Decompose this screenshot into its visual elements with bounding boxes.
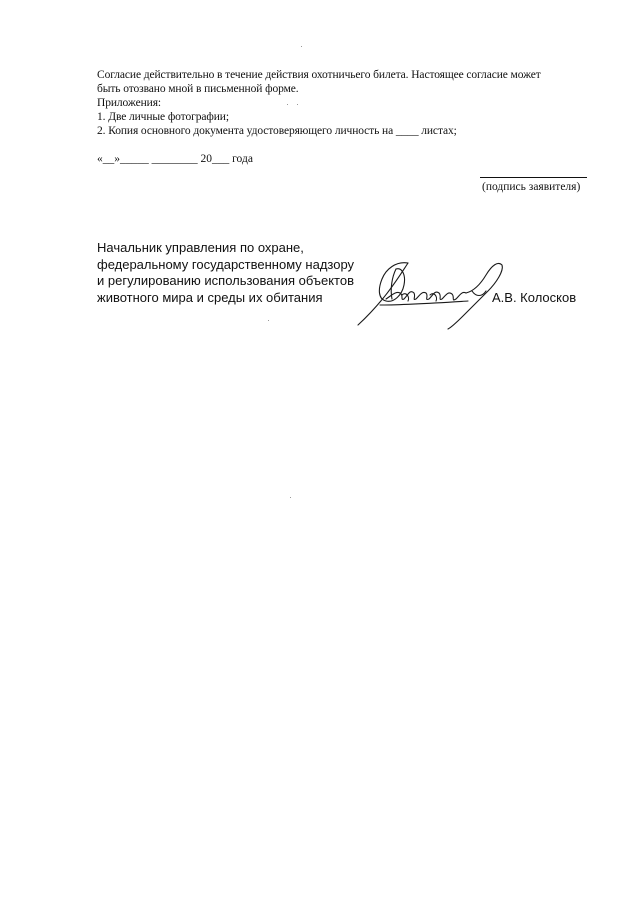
scan-speck: [290, 497, 291, 498]
scan-speck: [287, 104, 288, 105]
consent-text-line-1: Согласие действительно в течение действия охотничьего билета. Настоящее согласие может: [97, 69, 541, 81]
scan-speck: [268, 320, 269, 321]
attachment-item-2: 2. Копия основного документа удостоверяющего личность на ____ листах;: [97, 125, 457, 137]
date-line: «__»_____ ________ 20___ года: [97, 153, 253, 165]
attachments-heading: Приложения:: [97, 97, 162, 109]
official-title-line-2: федеральному государственному надзору: [97, 256, 355, 272]
attachment-item-1: 1. Две личные фотографии;: [97, 111, 229, 123]
official-title: [97, 240, 354, 306]
scan-speck: [301, 46, 302, 47]
official-title-line-1: Начальник управления по охране,: [97, 240, 304, 255]
official-title-line-4: животного мира и среды их обитания: [97, 289, 323, 305]
consent-text-line-2: быть отозвано мной в письменной форме.: [97, 83, 299, 95]
official-title-line-3: и регулированию использования объектов: [97, 273, 354, 288]
handwritten-signature-icon: [356, 255, 506, 330]
applicant-signature-caption: (подпись заявителя): [482, 181, 581, 193]
scan-speck: [297, 104, 298, 105]
applicant-signature-line: [480, 177, 587, 178]
consent-paragraph: [97, 68, 597, 138]
signer-name: А.В. Колосков: [492, 290, 577, 305]
